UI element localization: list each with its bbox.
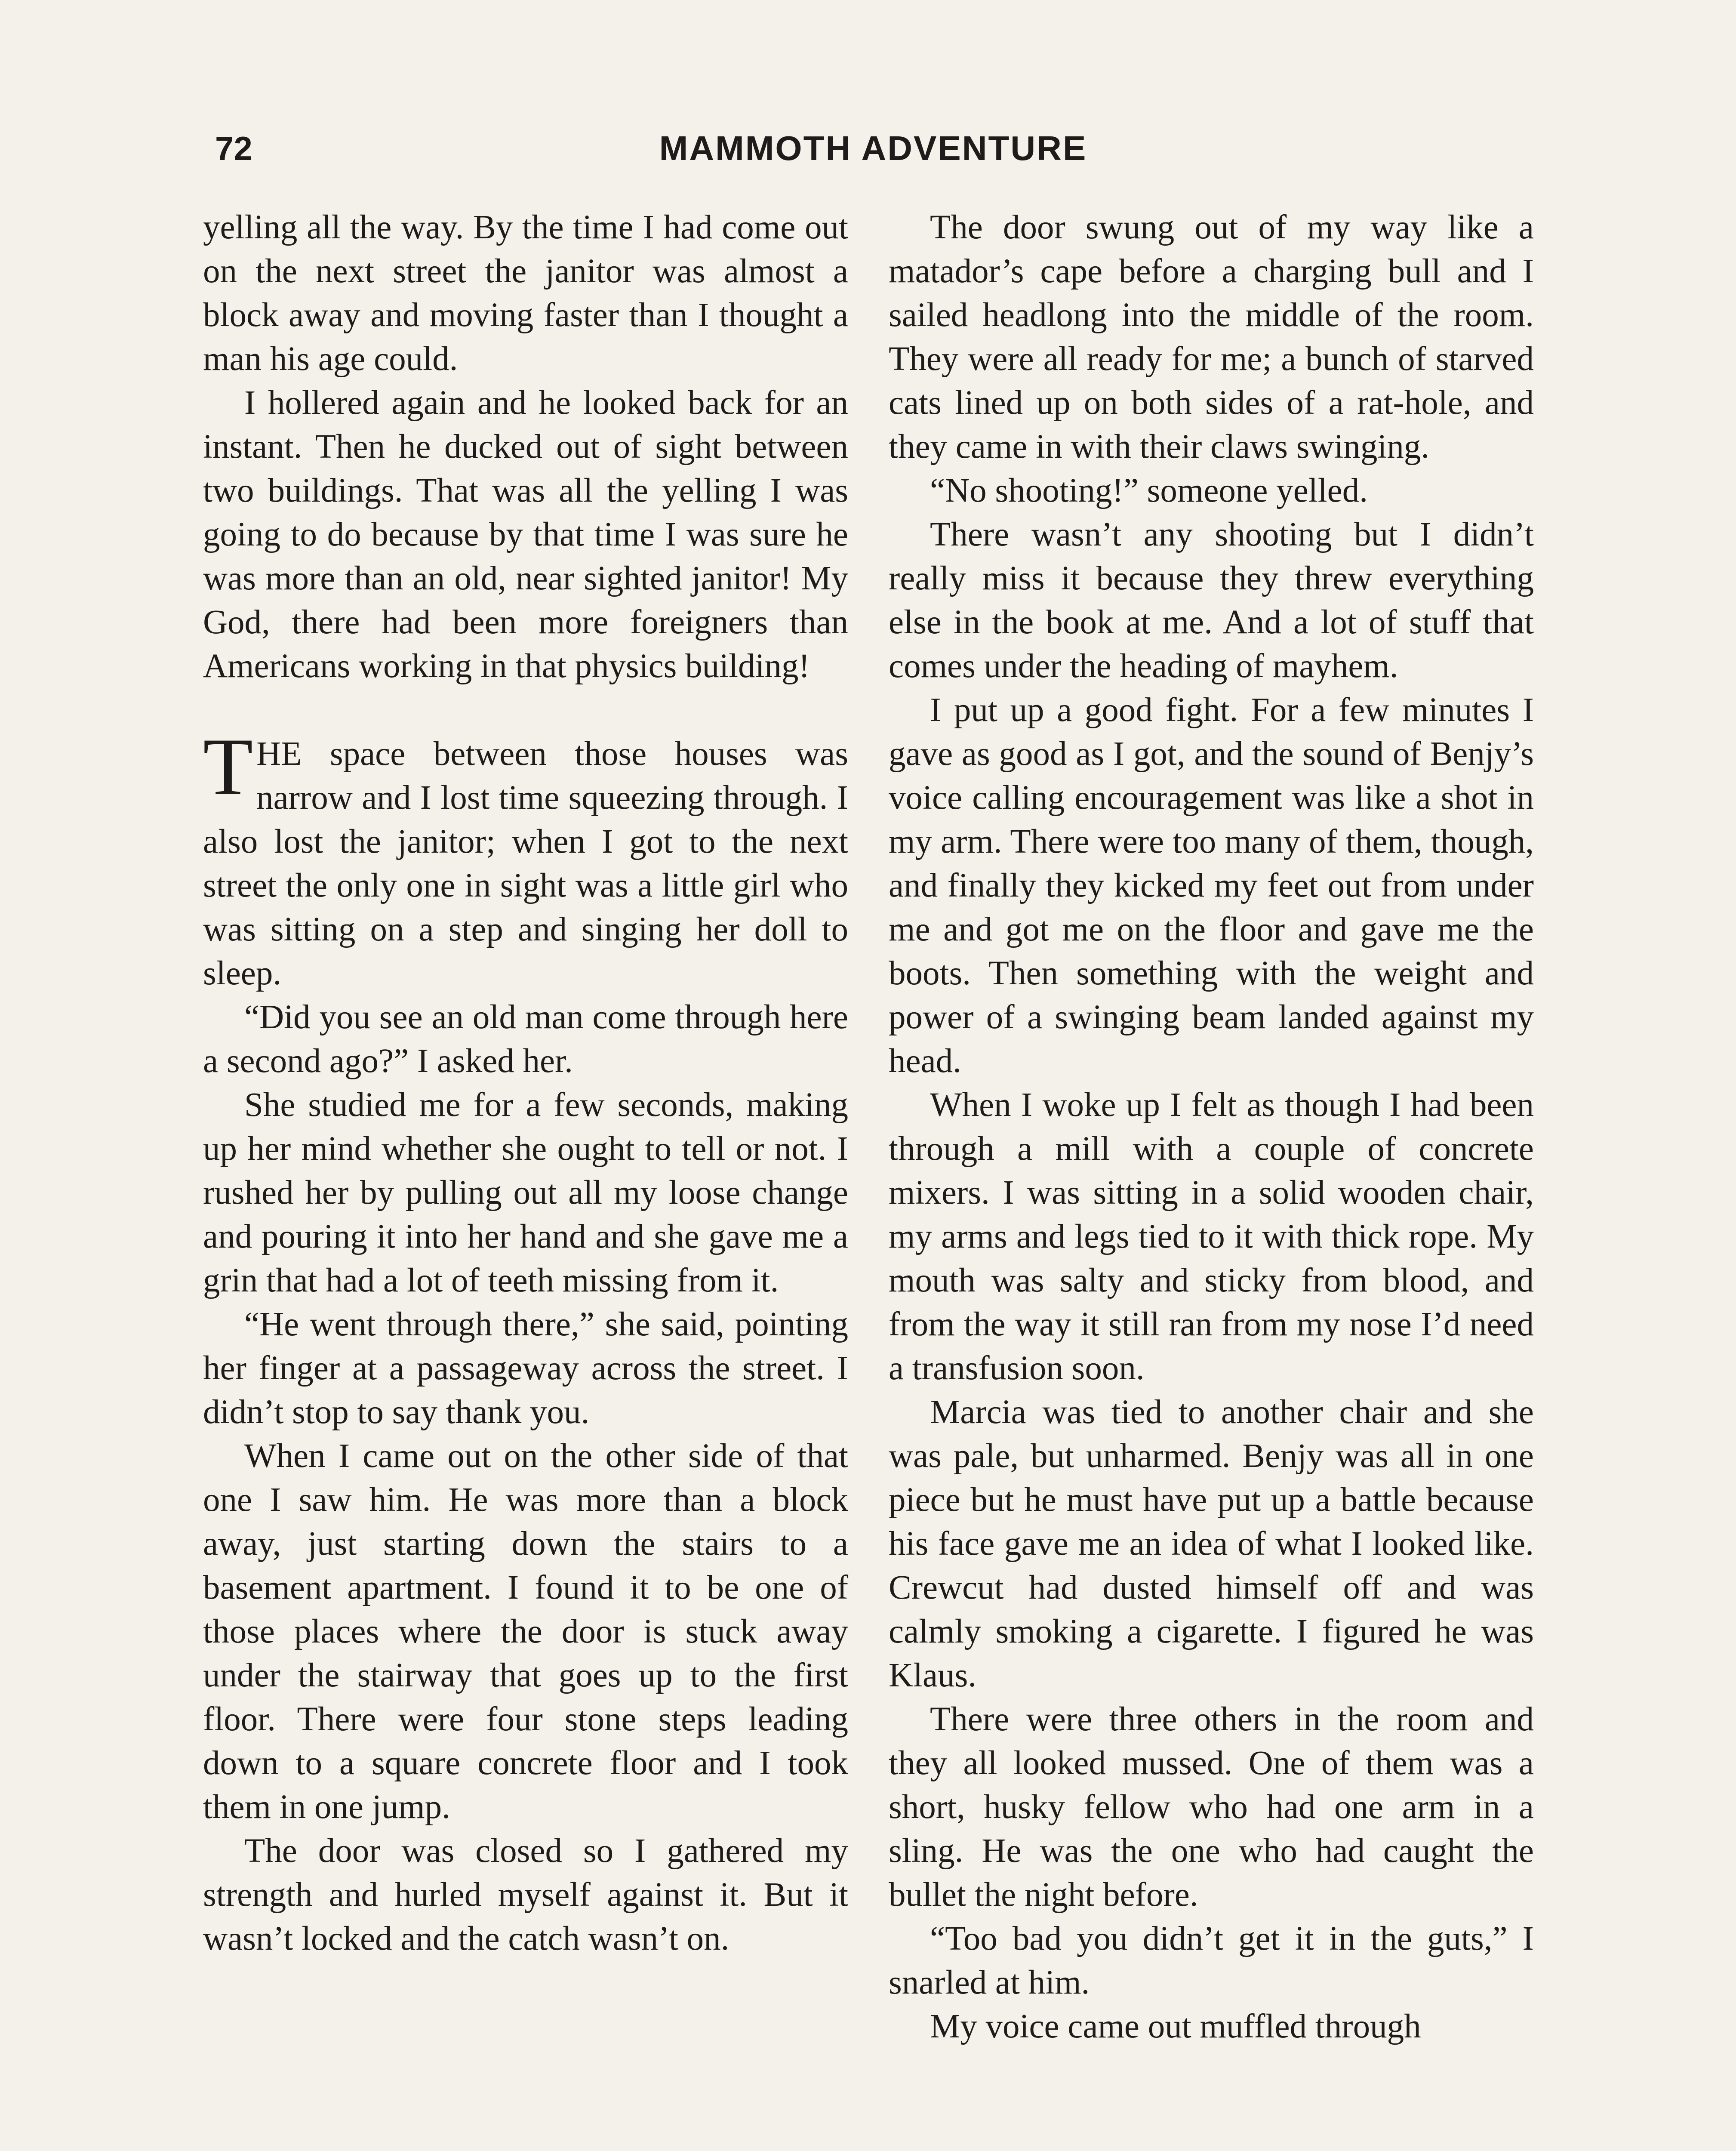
paragraph: “No shooting!” someone yelled. bbox=[930, 472, 1368, 509]
paragraph: The door was closed so I gathered my strength and hurled myself against it. But it wasn’t locked and the catch wasn’t on. bbox=[203, 1832, 848, 1957]
paragraph: I put up a good fight. For a few minutes I gave as good as I got, and the sound of Benjy’s voice calling encouragement was like a shot in my arm. There were too many of them, though, and finally they kicked my feet out from under me and got me on the floor and gave me the boots. Then something with the weight and power of a swinging beam landed against my head. bbox=[889, 691, 1534, 1080]
page-number: 72 bbox=[215, 129, 252, 167]
paragraph: I hollered again and he looked back for an instant. Then he ducked out of sight between two buildings. That was all the yelling I was going to do because by that time I was sure he was more than an old, near sighted janitor! My God, there had been more foreigners than Americans working in that physics building! bbox=[203, 384, 848, 685]
running-title: MAMMOTH ADVENTURE bbox=[659, 129, 1087, 167]
paragraph: yelling all the way. By the time I had come out on the next street the janitor was almost a block away and moving faster than I thought a man his age could. bbox=[203, 209, 848, 378]
paragraph: When I woke up I felt as though I had been through a mill with a couple of concrete mixers. I was sitting in a solid wooden chair, my arms and legs tied to it with thick rope. My mouth was salty and sticky from blood, and from the way it still ran from my nose I’d need a transfusion soon. bbox=[889, 1086, 1534, 1387]
paragraph: Marcia was tied to another chair and she was pale, but unharmed. Benjy was all in one piece but he must have put up a battle because his face gave me an idea of what I looked like. Crewcut had dusted himself off and was calmly smoking a cigarette. I figured he was Klaus. bbox=[889, 1393, 1534, 1694]
right-column bbox=[889, 206, 1534, 2049]
paragraph: There wasn’t any shooting but I didn’t really miss it because they threw everything else in the book at me. And a lot of stuff that comes under the heading of mayhem. bbox=[889, 516, 1534, 685]
drop-cap: T bbox=[203, 722, 253, 812]
left-column bbox=[203, 206, 848, 1961]
paragraph: She studied me for a few seconds, making up her mind whether she ought to tell or not. I rushed her by pulling out all my loose change and pouring it into her hand and she gave me a grin that had a lot of teeth missing from it. bbox=[203, 1086, 848, 1299]
paragraph: My voice came out muffled through bbox=[930, 2008, 1421, 2045]
paragraph: “Did you see an old man come through here a second ago?” I asked her. bbox=[203, 998, 848, 1080]
paragraph: The door swung out of my way like a matador’s cape before a charging bull and I sailed headlong into the middle of the room. They were all ready for me; a bunch of starved cats lined up on both sides of a rat-hole, and they came in with their claws swinging. bbox=[889, 209, 1534, 465]
page-header bbox=[206, 125, 1540, 176]
paragraph: There were three others in the room and they all looked mussed. One of them was a short, husky fellow who had one arm in a sling. He was the one who had caught the bullet the night before. bbox=[889, 1701, 1534, 1914]
paragraph: “He went through there,” she said, pointing her finger at a passageway across the street. I didn’t stop to say thank you. bbox=[203, 1306, 848, 1431]
paragraph: When I came out on the other side of that one I saw him. He was more than a block away, just starting down the stairs to a basement apartment. I found it to be one of those places where the door is stuck away under the stairway that goes up to the first floor. There were four stone steps leading down to a square concrete floor and I took them in one jump. bbox=[203, 1437, 848, 1826]
section-start-paragraph bbox=[203, 722, 848, 995]
paragraph-text: HE space between those houses was narrow and I lost time squeezing through. I also lost the janitor; when I got to the next street the only one in sight was a little girl who was sitting on a step and singing her doll to sleep. bbox=[203, 735, 848, 992]
paragraph: “Too bad you didn’t get it in the guts,” I snarled at him. bbox=[889, 1920, 1534, 2001]
